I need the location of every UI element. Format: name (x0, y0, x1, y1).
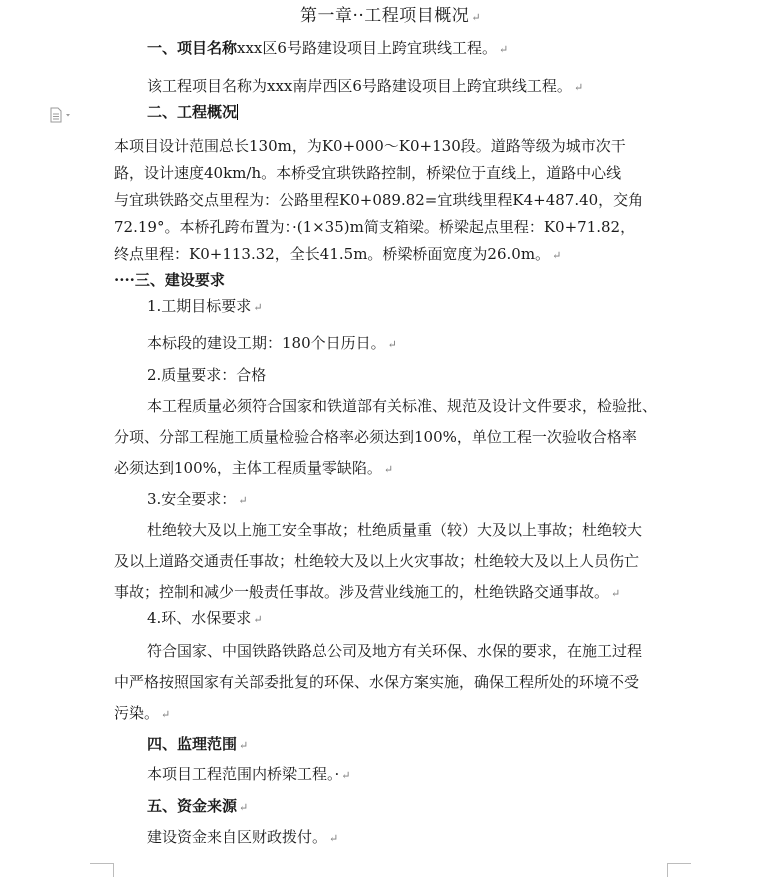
section-4-paragraph: 本项目工程范围内桥梁工程。· ↵ (147, 765, 351, 783)
chapter-title: 第一章··工程项目概况 ↵ (300, 6, 482, 26)
section-2-heading: 二、工程概况 (147, 103, 238, 121)
section-5-paragraph: 建设资金来自区财政拨付。 ↵ (147, 828, 339, 846)
section-3-4-para-line-2: 中严格按照国家有关部委批复的环保、水保方案实施，确保工程所处的环境不受 (114, 673, 640, 691)
crop-mark-right-v (667, 863, 668, 877)
section-3-2-para-line-3: 必须达到100%，主体工程质量零缺陷。 ↵ (114, 459, 394, 477)
section-2-para-line-5: 终点里程：K0+113.32，全长41.5m。桥梁桥面宽度为26.0m。 ↵ (114, 245, 562, 263)
crop-mark-left-v (113, 863, 114, 877)
section-3-3-para-line-1: 杜绝较大及以上施工安全事故；杜绝质量重（较）大及以上事故；杜绝较大 (147, 521, 643, 539)
section-4-heading: 四、监理范围 ↵ (147, 735, 249, 753)
section-3-3-para-line-2: 及以上道路交通责任事故；杜绝较大及以上火灾事故；杜绝较大及以上人员伤亡 (114, 552, 640, 570)
section-3-3-heading: 3.安全要求： ↵ (147, 490, 248, 508)
section-3-2-para-line-2: 分项、分部工程施工质量检验合格率必须达到100%，单位工程一次验收合格率 (114, 428, 637, 446)
section-2-para-line-2: 路，设计速度40km/h。本桥受宜珙铁路控制，桥梁位于直线上，道路中心线 (114, 164, 622, 182)
section-2-para-line-3: 与宜珙铁路交点里程为：公路里程K0+089.82=宜珙线里程K4+487.40，交角 (114, 191, 644, 209)
section-1-paragraph: 该工程项目名称为xxx南岸西区6号路建设项目上跨宜珙线工程。 ↵ (147, 77, 584, 95)
section-3-heading: ····三、建设要求 (114, 271, 225, 289)
text-cursor (237, 104, 238, 120)
document-icon[interactable] (48, 107, 76, 123)
crop-mark-right-h (667, 863, 691, 864)
crop-mark-left-h (90, 863, 114, 864)
section-2-para-line-1: 本项目设计范围总长130m，为K0+000～K0+130段。道路等级为城市次干 (114, 137, 626, 155)
section-1-heading: 一、项目名称xxx区6号路建设项目上跨宜珙线工程。 ↵ (147, 39, 509, 57)
section-3-2-heading: 2.质量要求：合格 (147, 366, 267, 384)
section-3-4-para-line-3: 污染。 ↵ (114, 704, 171, 722)
section-3-4-para-line-1: 符合国家、中国铁路铁路总公司及地方有关环保、水保的要求，在施工过程 (147, 642, 643, 660)
section-3-2-para-line-1: 本工程质量必须符合国家和铁道部有关标准、规范及设计文件要求，检验批、 (147, 397, 658, 415)
section-3-4-heading: 4.环、水保要求 ↵ (147, 609, 263, 627)
paragraph-mark: ↵ (471, 11, 482, 24)
section-3-3-para-line-3: 事故；控制和减少一般责任事故。涉及营业线施工的，杜绝铁路交通事故。 ↵ (114, 583, 621, 601)
section-5-heading: 五、资金来源 ↵ (147, 797, 249, 815)
section-3-1-paragraph: 本标段的建设工期：180个日历日。 ↵ (147, 334, 397, 352)
section-2-para-line-4: 72.19°。本桥孔跨布置为：·(1×35)m简支箱梁。桥梁起点里程：K0+71.82， (114, 218, 636, 236)
section-3-1-heading: 1.工期目标要求 ↵ (147, 297, 263, 315)
